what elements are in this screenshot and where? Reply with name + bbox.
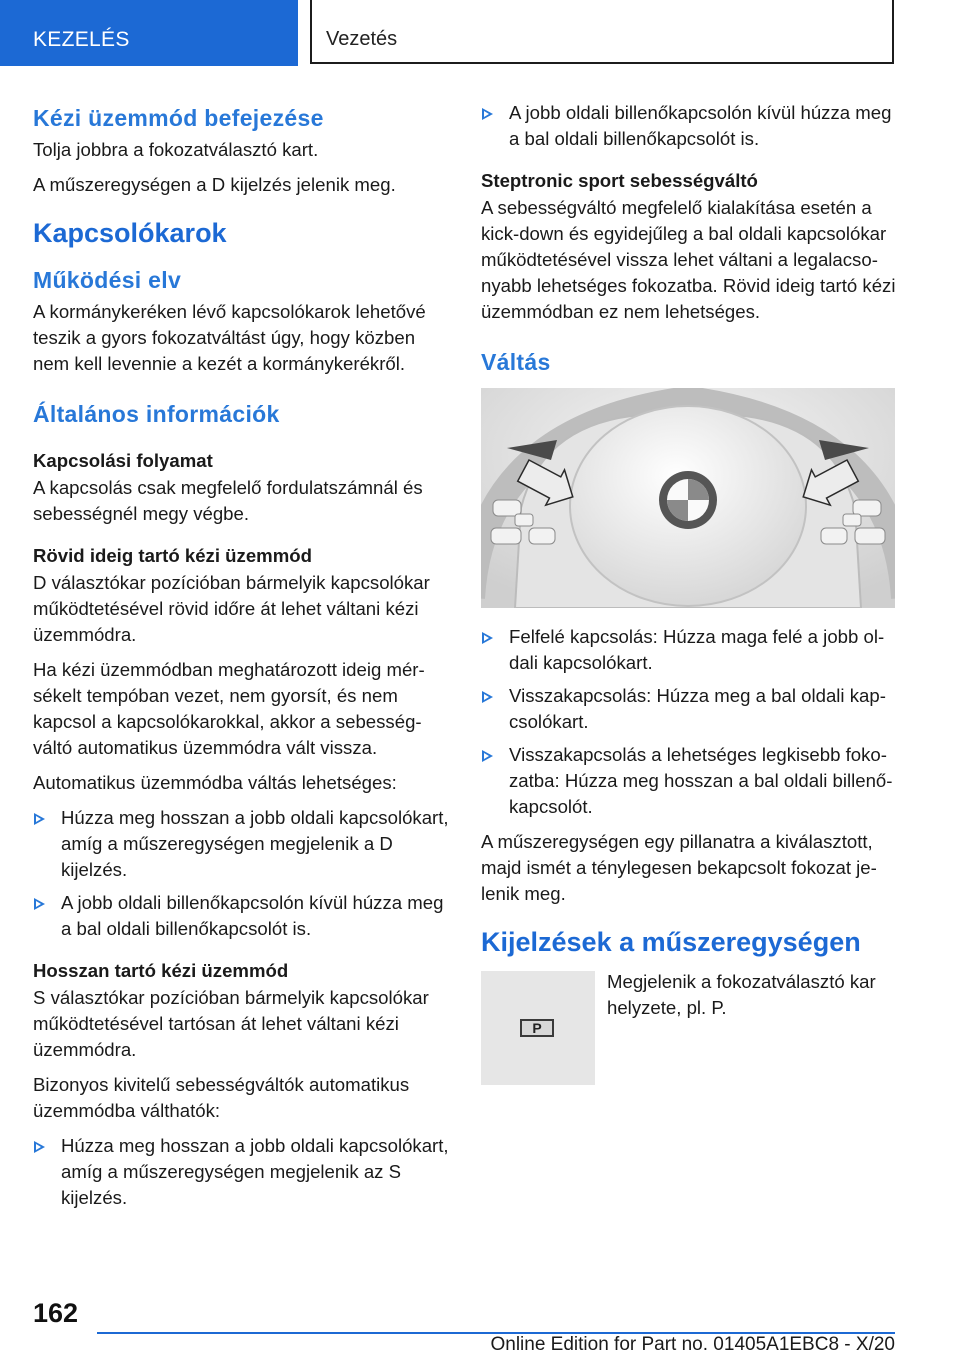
subheading-steptronic: Steptronic sport sebességváltó (481, 170, 758, 191)
list-item: Visszakapcsolás a lehetséges legkisebb fokozatba: Húzza meg hosszan a bal oldali billenőkapcsolót. (481, 742, 896, 820)
list-item: Húzza meg hosszan a jobb oldali kapcsolókart, amíg a műszeregységen megjelenik az S kijelzés. (33, 1133, 453, 1211)
list-item: A jobb oldali billenőkapcsolón kívül húzza meg a bal oldali billenőkapcsolót is. (33, 890, 453, 942)
triangle-bullet-icon (482, 750, 493, 762)
bullet-list (481, 100, 896, 152)
right-column (481, 100, 896, 1091)
subheading-kapcsolasi-folyamat: Kapcsolási folyamat (33, 450, 213, 471)
paragraph: A műszeregységen a D kijelzés jelenik meg. (33, 174, 396, 195)
subheading-rovid-ideig: Rövid ideig tartó kézi üzemmód (33, 545, 312, 566)
heading-kijelzesek: Kijelzések a műszeregységen (481, 927, 861, 957)
list-item: Húzza meg hosszan a jobb oldali kapcsolókart, amíg a műszeregységen megjelenik a D kijelzés. (33, 805, 453, 883)
heading-valtas: Váltás (481, 349, 551, 375)
display-example (481, 971, 896, 1091)
paragraph: Ha kézi üzemmódban meghatározott ideig mérsékelt tempóban vezet, nem gyorsít, és nem kapcsol a kapcsolókarokkal, akkor a sebességváltó automatikus üzemmódra vált vissza. (33, 659, 425, 758)
heading-kapcsolokarok: Kapcsolókarok (33, 218, 227, 248)
page-header (0, 0, 960, 66)
paragraph: Bizonyos kivitelű sebességváltók automatikus üzemmódba válthatók: (33, 1074, 410, 1121)
list-item: A jobb oldali billenőkapcsolón kívül húzza meg a bal oldali billenőkapcsolót is. (481, 100, 896, 152)
paragraph: A kapcsolás csak megfelelő fordulatszámnál és sebességnél megy végbe. (33, 477, 423, 524)
triangle-bullet-icon (482, 632, 493, 644)
steering-wheel-image (481, 388, 895, 608)
paragraph: A sebességváltó megfelelő kialakítása esetén a kick-down és egyidejűleg a bal oldali kapcsolókar működtetésével vissza lehet váltani a legalacsonyabb lehetséges fokozatba. Rövid ideig tartó kézi üzemmódban ez nem lehetséges. (481, 197, 896, 322)
footer-edition: Online Edition for Part no. 01405A1EBC8 - X/20 (490, 1334, 895, 1355)
section-tab: KEZELÉS (0, 0, 298, 66)
heading-mukodesi-elv: Működési elv (33, 267, 182, 293)
heading-altalanos-informaciok: Általános információk (33, 401, 280, 427)
bullet-list (481, 624, 896, 820)
triangle-bullet-icon (34, 898, 45, 910)
chapter-title: Vezetés (310, 0, 894, 64)
page-number: 162 (33, 1298, 79, 1328)
triangle-bullet-icon (34, 813, 45, 825)
list-item: Felfelé kapcsolás: Húzza maga felé a jobb oldali kapcsolókart. (481, 624, 896, 676)
heading-kezi-uzemmod-befejezese: Kézi üzemmód befejezése (33, 105, 324, 131)
paragraph: Automatikus üzemmódba váltás lehetséges: (33, 772, 397, 793)
triangle-bullet-icon (482, 108, 493, 120)
bullet-list (33, 805, 453, 942)
left-column (33, 100, 453, 1220)
paragraph: Megjelenik a fokozatválasztó kar helyzete, pl. P. (607, 971, 876, 1018)
paragraph: A kormánykeréken lévő kapcsolókarok lehetővé teszik a gyors fokozatváltást úgy, hogy közben nem kell levennie a kezét a kormánykerékről. (33, 301, 426, 374)
instrument-display-image (481, 971, 595, 1085)
bullet-list (33, 1133, 453, 1211)
paragraph: D választókar pozícióban bármelyik kapcsolókar működtetésével rövid időre át lehet váltani kézi üzemmódra. (33, 572, 430, 645)
triangle-bullet-icon (34, 1141, 45, 1153)
paragraph: A műszeregységen egy pillanatra a kiválasztott, majd ismét a ténylegesen bekapcsolt fokozat jelenik meg. (481, 831, 877, 904)
paragraph: S választókar pozícióban bármelyik kapcsolókar működtetésével tartósan át lehet váltani kézi üzemmódra. (33, 987, 429, 1060)
triangle-bullet-icon (482, 691, 493, 703)
subheading-hosszan-tarto: Hosszan tartó kézi üzemmód (33, 960, 289, 981)
paragraph: Tolja jobbra a fokozatválasztó kart. (33, 139, 319, 160)
list-item: Visszakapcsolás: Húzza meg a bal oldali kapcsolókart. (481, 683, 896, 735)
gear-p-indicator: P (520, 1019, 554, 1037)
